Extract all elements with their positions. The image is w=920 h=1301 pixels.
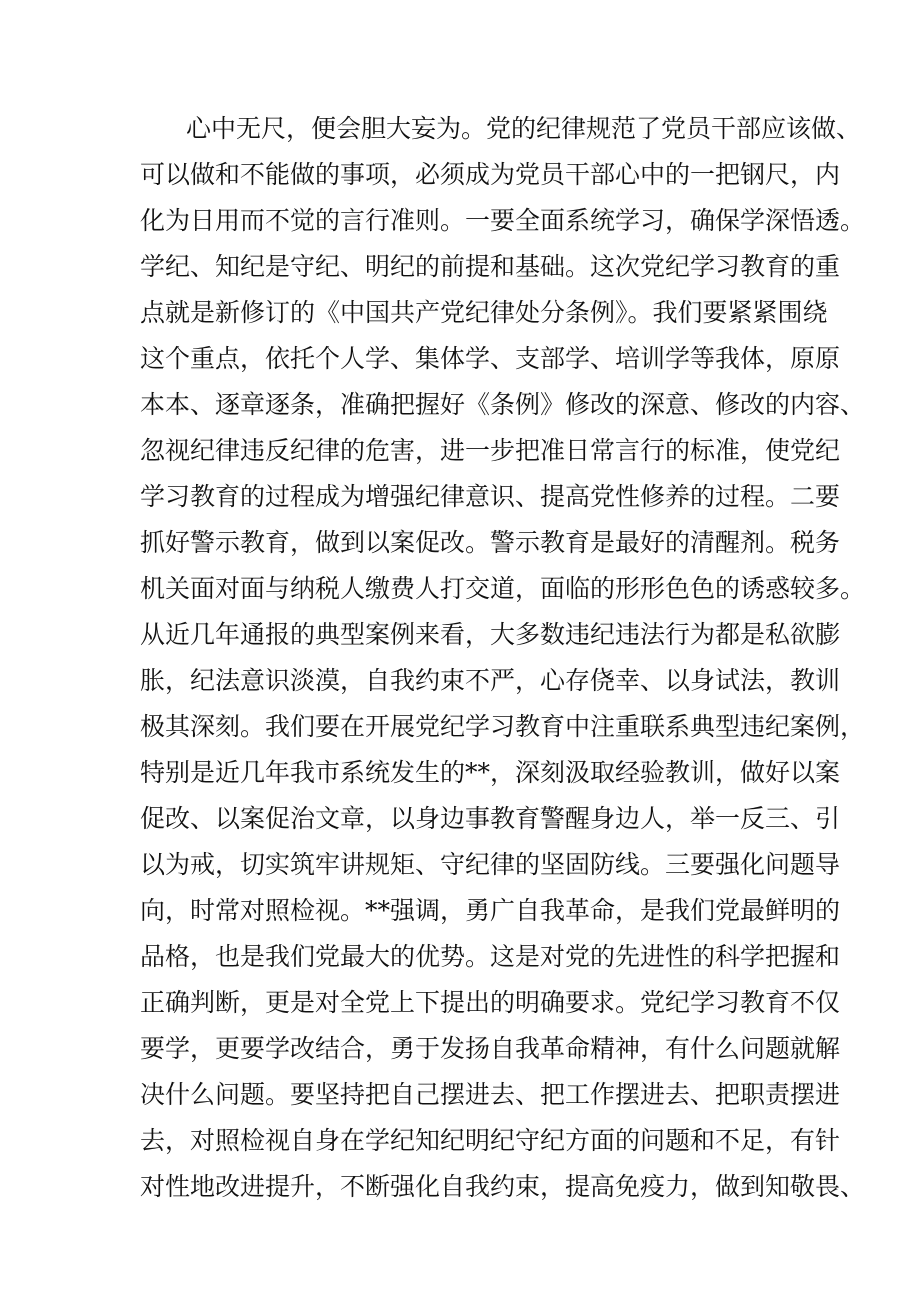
paragraph-line: 以为戒，切实筑牢讲规矩、守纪律的坚固防线。三要强化问题导 xyxy=(140,850,841,879)
paragraph-line: 对性地改进提升，不断强化自我约束，提高免疫力，做到知敬畏、 xyxy=(140,1172,866,1201)
paragraph-line: 从近几年通报的典型案例来看，大多数违纪违法行为都是私欲膨 xyxy=(140,620,841,649)
paragraph-line: 去，对照检视自身在学纪知纪明纪守纪方面的问题和不足，有针 xyxy=(140,1126,841,1155)
paragraph-line: 极其深刻。我们要在开展党纪学习教育中注重联系典型违纪案例， xyxy=(140,712,866,741)
paragraph-line: 化为日用而不觉的言行准则。一要全面系统学习，确保学深悟透。 xyxy=(140,206,866,235)
paragraph-line: 心中无尺，便会胆大妄为。党的纪律规范了党员干部应该做、 xyxy=(186,114,862,143)
paragraph-line: 学纪、知纪是守纪、明纪的前提和基础。这次党纪学习教育的重 xyxy=(140,252,841,281)
paragraph-line: 决什么问题。要坚持把自己摆进去、把工作摆进去、把职责摆进 xyxy=(140,1080,841,1109)
paragraph-line: 正确判断，更是对全党上下提出的明确要求。党纪学习教育不仅 xyxy=(140,988,841,1017)
paragraph-line: 要学，更要学改结合，勇于发扬自我革命精神，有什么问题就解 xyxy=(140,1034,841,1063)
paragraph-line: 品格，也是我们党最大的优势。这是对党的先进性的科学把握和 xyxy=(140,942,841,971)
paragraph-line: 向，时常对照检视。**强调，勇广自我革命，是我们党最鲜明的 xyxy=(140,896,841,925)
paragraph-line: 忽视纪律违反纪律的危害，进一步把准日常言行的标准，使党纪 xyxy=(140,436,841,465)
paragraph-line: 胀，纪法意识淡漠，自我约束不严，心存侥幸、以身试法，教训 xyxy=(140,666,841,695)
paragraph-line: 促改、以案促治文章，以身边事教育警醒身边人，举一反三、引 xyxy=(140,804,841,833)
paragraph-line: 抓好警示教育，做到以案促改。警示教育是最好的清醒剂。税务 xyxy=(140,528,841,557)
paragraph-line: 学习教育的过程成为增强纪律意识、提高党性修养的过程。二要 xyxy=(140,482,841,511)
paragraph-line: 可以做和不能做的事项，必须成为党员干部心中的一把钢尺，内 xyxy=(140,160,841,189)
paragraph-line: 这个重点，依托个人学、集体学、支部学、培训学等我体，原原 xyxy=(140,344,841,373)
paragraph-line: 点就是新修订的《中国共产党纪律处分条例》。我们要紧紧围绕 xyxy=(140,298,828,327)
paragraph-line: 本本、逐章逐条，准确把握好《条例》修改的深意、修改的内容、 xyxy=(140,390,866,419)
paragraph-line: 特别是近几年我市系统发生的**，深刻汲取经验教训，做好以案 xyxy=(140,758,841,787)
paragraph-line: 机关面对面与纳税人缴费人打交道，面临的形形色色的诱惑较多。 xyxy=(140,574,866,603)
